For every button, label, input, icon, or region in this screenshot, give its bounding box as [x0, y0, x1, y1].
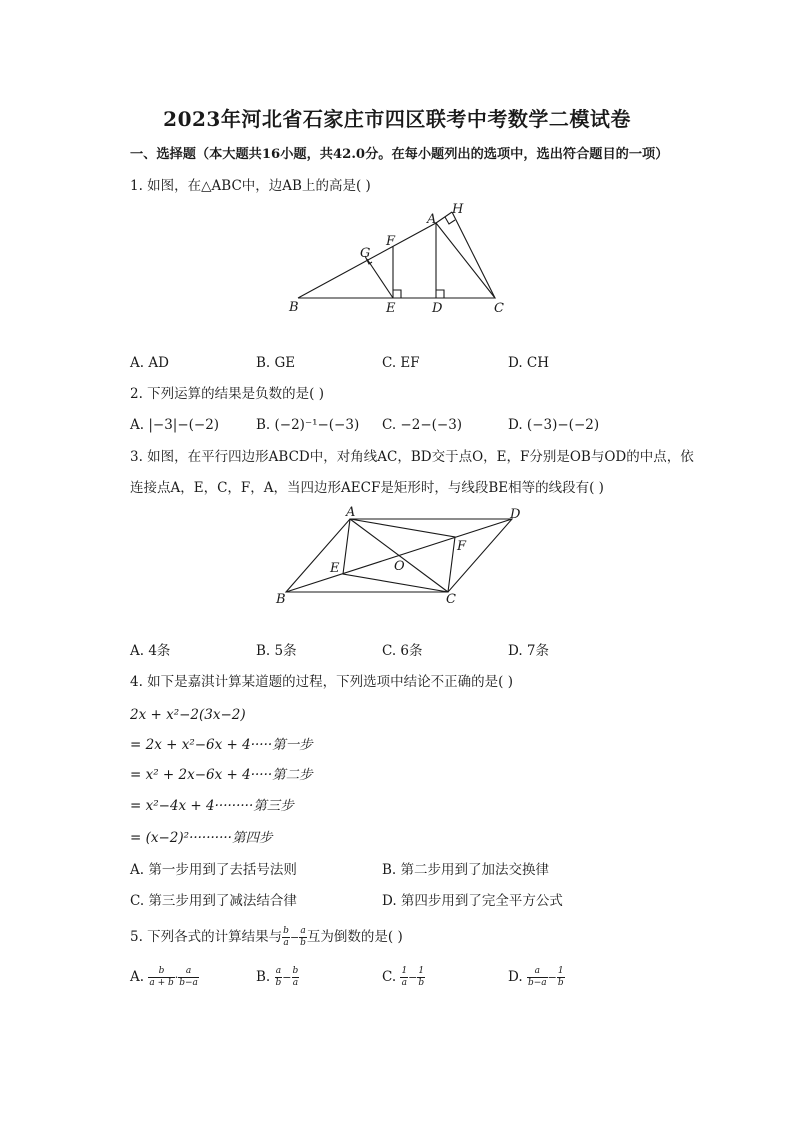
q5-d-frac-1: $\frac{a}{b-a}$	[527, 966, 547, 988]
segment-ge	[367, 259, 393, 298]
q5-d-frac-2: $\frac{1}{b}$	[557, 966, 564, 988]
label-b: B	[289, 300, 299, 315]
q3-option-a[interactable]: A. 4条	[130, 643, 171, 659]
q4-option-b[interactable]: B. 第二步用到了加法交换律	[382, 862, 550, 878]
label-d: D	[510, 507, 521, 522]
q3-stem-line1: 3. 如图，在平行四边形ABCD中，对角线AC，BD交于点O，E，F分别是OB与OD的中点，依	[130, 449, 694, 465]
label-a: A	[346, 505, 356, 520]
q4-step-3: = x²−4x + 4·········第三步	[130, 798, 294, 814]
q2-option-b[interactable]: B. (−2)⁻¹−(−3)	[256, 417, 360, 433]
q1-stem: 1. 如图，在△ABC中，边AB上的高是( )	[130, 178, 371, 194]
q3-stem-line2: 连接点A，E，C，F，A，当四边形AECF是矩形时，与线段BE相等的线段有( )	[130, 480, 604, 496]
q4-option-c[interactable]: C. 第三步用到了减法结合律	[130, 893, 297, 909]
q3-option-c[interactable]: C. 6条	[382, 643, 423, 659]
q5-b-frac-2: $\frac{b}{a}$	[292, 966, 299, 988]
q5-a-frac-1: $\frac{b}{a + b}$	[149, 966, 174, 988]
q5-stem-minus: −	[289, 931, 300, 944]
label-c: C	[494, 301, 504, 316]
q5-a-frac-2: $\frac{a}{b-a}$	[179, 966, 198, 988]
q1-triangle-figure	[280, 198, 520, 318]
right-angle-e	[393, 290, 401, 298]
q2-option-a[interactable]: A. |−3|−(−2)	[130, 417, 220, 433]
q4-option-a[interactable]: A. 第一步用到了去括号法则	[130, 862, 297, 878]
label-e: E	[330, 561, 340, 576]
q5-option-a[interactable]: A. $\frac{b}{a + b}$ · $\frac{a}{b-a}$	[130, 966, 198, 988]
label-g: G	[360, 246, 371, 261]
label-f: F	[457, 539, 467, 554]
q5-stem-suffix: 互为倒数的是( )	[306, 929, 403, 945]
section-heading: 一、选择题（本大题共16小题，共42.0分。在每小题列出的选项中，选出符合题目的一项）	[130, 147, 669, 162]
triangle-abc	[298, 223, 495, 298]
q4-step-4: = (x−2)²··········第四步	[130, 830, 273, 846]
q2-option-c[interactable]: C. −2−(−3)	[382, 417, 463, 433]
q5-stem	[130, 927, 403, 948]
label-o: O	[394, 559, 405, 574]
q1-option-d[interactable]: D. CH	[508, 355, 550, 371]
right-angle-d	[436, 290, 444, 298]
label-b: B	[276, 592, 286, 607]
segment-ch	[452, 212, 495, 298]
q5-b-frac-1: $\frac{a}{b}$	[275, 966, 282, 988]
q3-parallelogram-figure	[270, 502, 530, 608]
q4-stem: 4. 如下是嘉淇计算某道题的过程，下列选项中结论不正确的是( )	[130, 674, 513, 690]
q5-stem-frac-2: $\frac{a}{b}$	[300, 926, 306, 948]
q3-option-d[interactable]: D. 7条	[508, 643, 550, 659]
q5-stem-prefix: 5. 下列各式的计算结果与	[130, 929, 283, 945]
q5-stem-frac-1: $\frac{b}{a}$	[283, 926, 289, 948]
q1-option-a[interactable]: A. AD	[130, 355, 169, 371]
q5-c-frac-1: $\frac{1}{a}$	[401, 966, 408, 988]
q1-option-b[interactable]: B. GE	[256, 355, 296, 371]
diagonal-bd	[286, 519, 512, 592]
page-title: 2023年河北省石家庄市四区联考中考数学二模试卷	[163, 107, 631, 131]
label-a: A	[427, 212, 437, 227]
q5-c-frac-2: $\frac{1}{b}$	[418, 966, 425, 988]
q1-option-c[interactable]: C. EF	[382, 355, 420, 371]
label-e: E	[386, 301, 396, 316]
right-angle-h	[445, 217, 455, 224]
q4-step-0: 2x + x²−2(3x−2)	[130, 707, 246, 723]
q4-step-2: = x² + 2x−6x + 4·····第二步	[130, 767, 313, 783]
q5-option-b[interactable]: B. $\frac{a}{b}$ − $\frac{b}{a}$	[256, 966, 299, 988]
label-h: H	[452, 202, 464, 217]
q4-option-d[interactable]: D. 第四步用到了完全平方公式	[382, 893, 563, 909]
label-d: D	[432, 301, 443, 316]
label-f: F	[386, 234, 396, 249]
q3-option-b[interactable]: B. 5条	[256, 643, 297, 659]
q2-stem: 2. 下列运算的结果是负数的是( )	[130, 386, 324, 402]
q4-step-1: = 2x + x²−6x + 4·····第一步	[130, 737, 313, 753]
label-c: C	[446, 592, 456, 607]
q5-option-d[interactable]: D. $\frac{a}{b-a}$ − $\frac{1}{b}$	[508, 966, 564, 988]
q2-option-d[interactable]: D. (−3)−(−2)	[508, 417, 600, 433]
segment-ah	[436, 212, 452, 223]
q5-option-c[interactable]: C. $\frac{1}{a}$ − $\frac{1}{b}$	[382, 966, 425, 988]
